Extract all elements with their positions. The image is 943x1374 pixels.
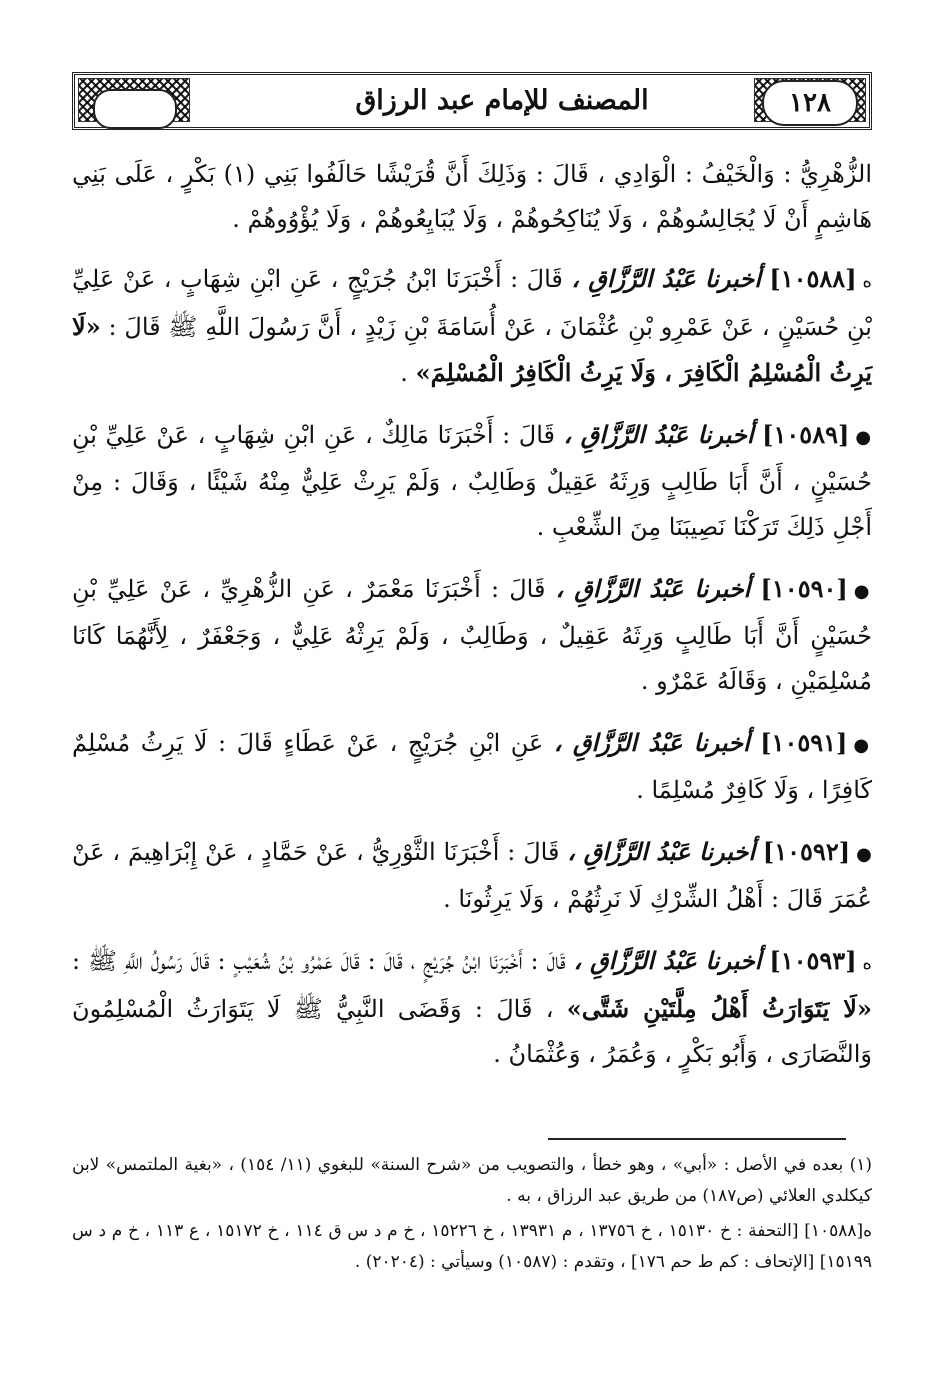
header-ornament-left (78, 78, 190, 122)
paragraph-text: الزُّهْرِيُّ : وَالْخَيْفُ : الْوَادِي ، قَالَ : وَذَلِكَ أَنَّ قُرَيْشًا حَالَفُوا بَنِي (١) بَكْرٍ ، عَلَى بَنِي هَاشِمٍ أَنْ لَا يُجَالِسُوهُمْ ، وَلَا يُنَاكِحُوهُمْ ، وَلَا يُبَايِعُوهُمْ ، وَلَا يُؤْوُوهُمْ . (72, 160, 872, 233)
entry-marker: ه (862, 953, 872, 974)
footnotes (72, 1150, 872, 1282)
chain-head: أخبرنا عَبْدُ الرَّزَّاقِ ، (555, 574, 751, 603)
page-header (72, 72, 872, 130)
hadith-entry (72, 938, 872, 1077)
entry-text: عَنِ ابْنِ جُرَيْجٍ ، عَنْ عَطَاءٍ قَالَ : لَا يَرِثُ مُسْلِمٌ كَافِرًا ، وَلَا كَافِرٌ مُسْلِمًا . (72, 729, 872, 804)
hadith-quote: «لَا يَرِثُ الْمُسْلِمُ الْكَافِرَ ، وَلَا يَرِثُ الْكَافِرُ الْمُسْلِمَ» (72, 312, 872, 387)
hadith-entry (72, 412, 872, 550)
entry-text: قَالَ : أَخْبَرَنَا ابْنُ جُرَيْجٍ ، عَنِ ابْنِ شِهَابٍ ، عَنْ عَلِيِّ بْنِ حُسَيْنٍ ، عَنْ عَمْرِو بْنِ عُثْمَانَ ، عَنْ أُسَامَةَ بْنِ زَيْدٍ ، أَنَّ رَسُولَ اللَّهِ ﷺ قَالَ : (72, 265, 872, 341)
footnote-separator (548, 1138, 846, 1140)
entry-text: قَالَ : أَخْبَرَنَا مَالِكٌ ، عَنِ ابْنِ شِهَابٍ ، عَنْ عَلِيِّ بْنِ حُسَيْنٍ ، أَنَّ أَبَا طَالِبٍ وَرِثَهُ عَقِيلٌ وَطَالِبٌ ، وَلَمْ يَرِثْ عَلِيٌّ مِنْهُ شَيْئًا ، وَقَالَ : مِنْ أَجْلِ ذَلِكَ تَرَكْنَا نَصِيبَنَا مِنَ الشِّعْبِ . (72, 421, 872, 541)
hadith-entry (72, 829, 872, 922)
chain-head: أخبرنا عَبْدُ الرَّزَّاقِ ، (563, 420, 754, 449)
entry-number: [١٠٥٨٨] (769, 264, 857, 293)
entry-number: [١٠٥٩١] (760, 728, 848, 757)
header-emblem (93, 89, 177, 129)
footnote: ه[١٠٥٨٨] [التحفة : خ ١٥١٣٠ ، خ ١٣٧٥٦ ، م ١٣٩٣١ ، خ ١٥٢٢٦ ، خ م د س ق ١١٤ ، خ ١٥١٧٢ ، ع ١١٣ ، خ م د س ١٥١٩٩] [الإتحاف : كم ط حم ١٧٦] ، وتقدم : (١٠٥٨٧) وسيأتي : (٢٠٢٠٤) . (72, 1221, 873, 1272)
entry-marker: ● (853, 735, 872, 756)
entry-number: [١٠٥٩٠] (760, 574, 848, 603)
hadith-entry (72, 720, 872, 813)
chain-head: أخبرنا عَبْدُ الرَّزَّاقِ ، (567, 837, 756, 866)
entry-marker: ● (853, 581, 872, 602)
entry-tail: . (400, 359, 416, 387)
hadith-entry (72, 566, 872, 704)
main-text (72, 152, 872, 1093)
footnote: (١) بعده في الأصل : «أبي» ، وهو خطأ ، والتصويب من «شرح السنة» للبغوي (١١/ ١٥٤) ، «بغية الملتمس» لابن كيكلدي العلائي (ص١٨٧) من طريق عبد الرزاق ، به . (72, 1155, 872, 1206)
entry-marker: ● (855, 427, 872, 448)
running-title: المصنف للإمام عبد الرزاق (332, 76, 672, 126)
entry-text: قَالَ : أَخْبَرَنَا مَعْمَرٌ ، عَنِ الزُّهْرِيِّ ، عَنْ عَلِيِّ بْنِ حُسَيْنٍ أَنَّ أَبَا طَالِبٍ وَرِثَهُ عَقِيلٌ ، وَطَالِبٌ ، وَلَمْ يَرِثْهُ عَلِيٌّ ، وَجَعْفَرٌ ، لِأَنَّهُمَا كَانَا مُسْلِمَيْنِ ، وَقَالَهُ عَمْرٌو . (72, 575, 872, 695)
chain-head: أخبرنا عَبْدُ الرَّزَّاقِ ، (571, 264, 761, 293)
entry-number: [١٠٥٨٩] (762, 420, 850, 449)
entry-text: قَالَ : أَخْبَرَنَا الثَّوْرِيُّ ، عَنْ حَمَّادٍ ، عَنْ إِبْرَاهِيمَ ، عَنْ عُمَرَ قَالَ : أَهْلُ الشِّرْكِ لَا نَرِثُهُمْ ، وَلَا يَرِثُونَا . (72, 838, 872, 913)
chain-head: أخبرنا عَبْدُ الرَّزَّاقِ ، (553, 728, 750, 757)
entry-number: [١٠٥٩٣] (769, 946, 857, 975)
entry-marker: ه (862, 271, 872, 292)
entry-number: [١٠٥٩٢] (762, 837, 851, 866)
paragraph-continuation (72, 152, 872, 242)
page-number: ١٢٨ (762, 80, 858, 126)
chain-head: أخبرنا عَبْدُ الرَّزَّاقِ ، (573, 946, 762, 975)
entry-text: قَالَ : أَخْبَرَنَا ابْنُ جُرَيْجٍ ، قَالَ : قَالَ عَمْرُو بْنُ شُعَيْبٍ : قَالَ رَسُولُ اللَّهِ ﷺ : (72, 947, 566, 975)
hadith-entry (72, 256, 872, 396)
entry-marker: ● (856, 844, 872, 865)
hadith-quote: «لَا يَتَوَارَثُ أَهْلُ مِلَّتَيْنِ شَتَّى» (566, 994, 872, 1023)
entry-tail: ، قَالَ : وَقَضَى النَّبِيُّ ﷺ لَا يَتَوَارَثُ الْمُسْلِمُونَ وَالنَّصَارَى ، وَأَبُو بَكْرٍ ، وَعُمَرُ ، وَعُثْمَانُ . (72, 995, 872, 1068)
